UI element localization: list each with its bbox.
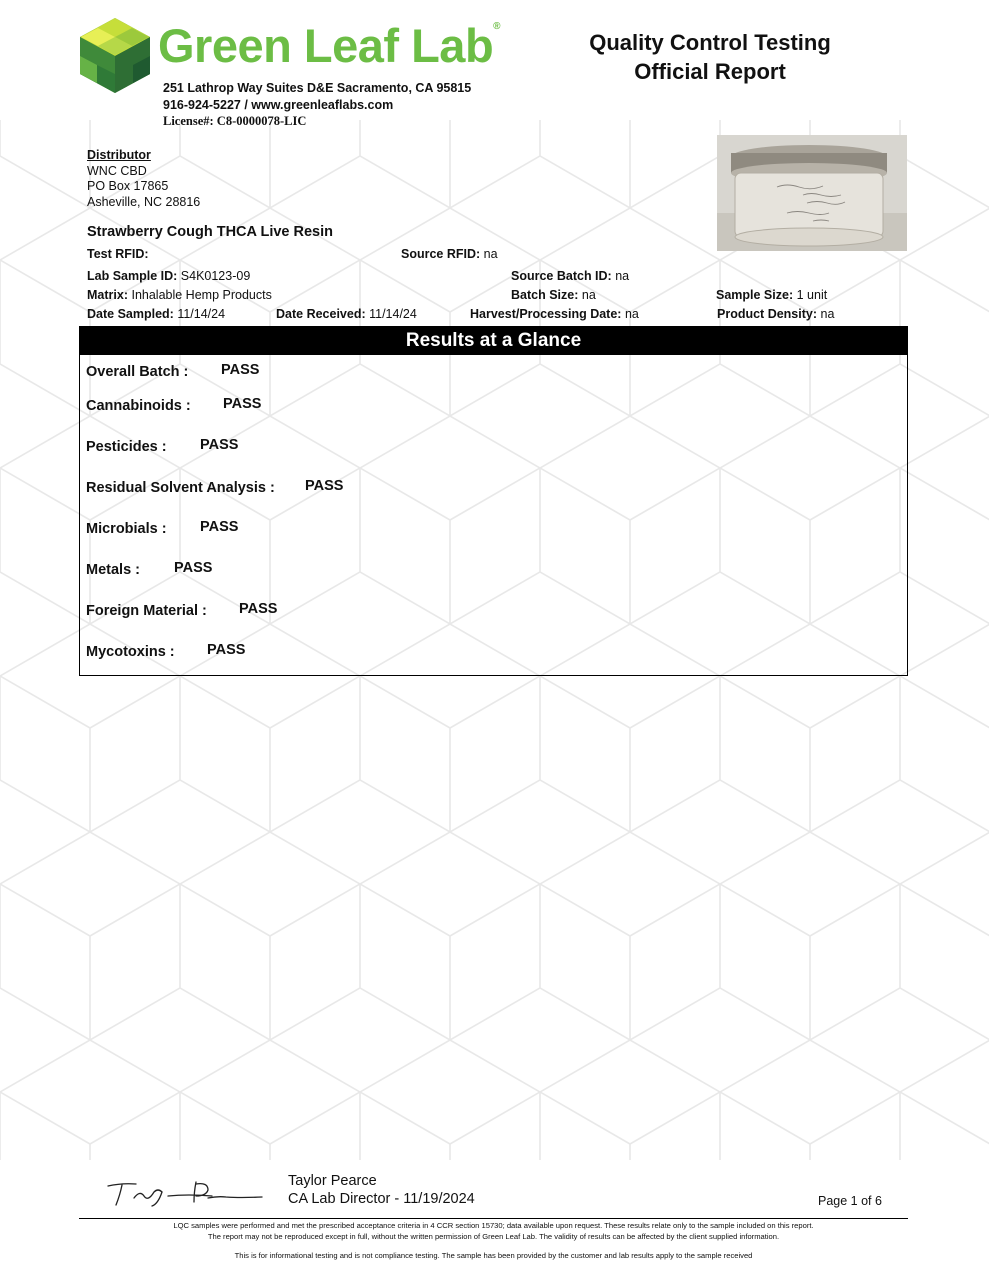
sample-size: Sample Size: 1 unit <box>716 288 828 302</box>
distributor-heading: Distributor <box>87 148 151 162</box>
matrix: Matrix: Inhalable Hemp Products <box>87 288 272 302</box>
result-mycotoxins: Mycotoxins : PASS <box>86 642 246 660</box>
result-value: PASS <box>174 560 213 576</box>
result-value: PASS <box>239 601 278 617</box>
batch-size: Batch Size: na <box>511 288 596 302</box>
lab-contact <box>163 80 471 114</box>
lab-name-logo: Green Leaf Lab® <box>158 19 501 72</box>
harvest-processing-date: Harvest/Processing Date: na <box>470 307 639 321</box>
sample-photo <box>717 135 907 251</box>
date-sampled: Date Sampled: 11/14/24 <box>87 307 226 321</box>
result-value: PASS <box>221 362 260 378</box>
lab-sample-id: Lab Sample ID: S4K0123-09 <box>87 269 251 283</box>
source-batch-id: Source Batch ID: na <box>511 269 630 283</box>
result-value: PASS <box>200 519 239 535</box>
footer-note: This is for informational testing and is not compliance testing. The sample has been provided by the customer and lab results apply to the sample received <box>234 1251 753 1260</box>
product-density: Product Density: na <box>717 307 835 321</box>
report-title: Quality Control Testing Official Report <box>589 30 831 84</box>
director-signature <box>104 1176 264 1210</box>
results-title: Results at a Glance <box>80 327 907 355</box>
result-residual-solvent: Residual Solvent Analysis : PASS <box>86 478 344 496</box>
signer-name: Taylor Pearce <box>288 1173 377 1189</box>
lab-license: License#: C8-0000078-LIC <box>163 114 307 128</box>
distributor-block <box>87 148 200 210</box>
result-cannabinoids: Cannabinoids : PASS <box>86 396 262 414</box>
result-value: PASS <box>207 642 246 658</box>
lab-phone-website: 916-924-5227 / www.greenleaflabs.com <box>163 98 394 112</box>
signer-block <box>288 1172 475 1208</box>
footer-disclaimer: LQC samples were performed and met the prescribed acceptance criteria in 4 CCR section 15730; data available upon request. These results relate only to the sample included on this report. The report may not be reproduced except in full, without the written permission of Green Leaf Lab. The validity of results can be affected by the client supplied information. <box>173 1221 814 1241</box>
result-value: PASS <box>223 396 262 412</box>
result-microbials: Microbials : PASS <box>86 519 239 537</box>
date-received: Date Received: 11/14/24 <box>276 307 417 321</box>
product-name: Strawberry Cough THCA Live Resin <box>87 224 334 240</box>
result-pesticides: Pesticides : PASS <box>86 437 239 455</box>
test-rfid: Test RFID: <box>87 247 149 261</box>
lab-address: 251 Lathrop Way Suites D&E Sacramento, CA 95815 <box>163 81 472 95</box>
green-leaf-lab-logo-icon <box>78 16 152 94</box>
result-overall-batch: Overall Batch : PASS <box>86 362 260 380</box>
distributor-city: Asheville, NC 28816 <box>87 194 201 209</box>
distributor-name: WNC CBD <box>87 163 147 178</box>
result-foreign-material: Foreign Material : PASS <box>86 601 278 619</box>
result-metals: Metals : PASS <box>86 560 213 578</box>
results-panel <box>79 326 908 676</box>
result-value: PASS <box>305 478 344 494</box>
footer-divider <box>79 1218 908 1219</box>
distributor-po-box: PO Box 17865 <box>87 179 169 193</box>
source-rfid: Source RFID: na <box>401 247 498 261</box>
result-value: PASS <box>200 437 239 453</box>
page-number: Page 1 of 6 <box>818 1194 882 1208</box>
signer-title: CA Lab Director - 11/19/2024 <box>288 1191 475 1207</box>
